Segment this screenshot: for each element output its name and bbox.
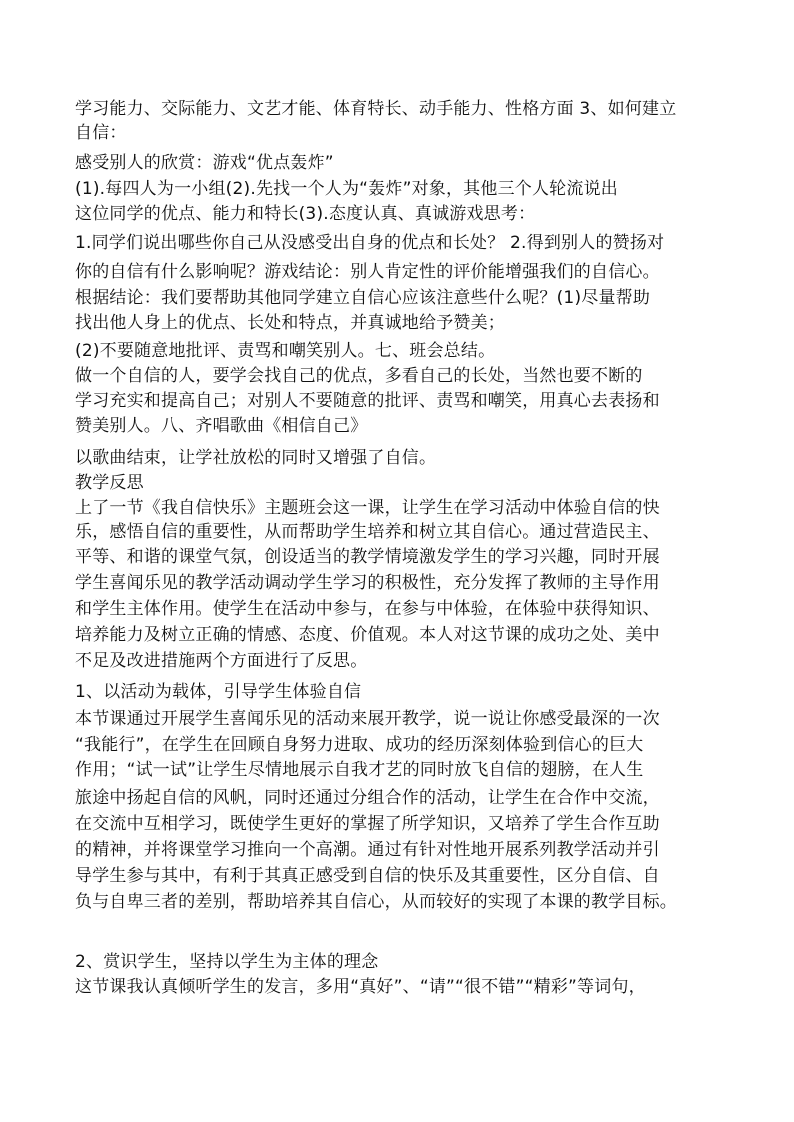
text-line: 学习能力、交际能力、文艺才能、体育特长、动手能力、性格方面 3、如何建立 (75, 99, 677, 119)
text-line: 感受别人的欣赏：游戏“优点轰炸” (75, 153, 334, 173)
subheading: 1、以活动为载体，引导学生体验自信 (75, 682, 362, 702)
text-line: (1).每四人为一小组(2).先找一个人为“轰炸”对象，其他三个人轮流说出 (75, 179, 618, 199)
text-line: 赞美别人。八、齐唱歌曲《相信自己》 (75, 416, 368, 436)
text-line: 的精神，并将课堂学习推向一个高潮。通过有针对性地开展系列教学活动并引 (75, 840, 660, 860)
text-line: 培养能力及树立正确的情感、态度、价值观。本人对这节课的成功之处、美中 (75, 625, 660, 645)
text-line: 上了一节《我自信快乐》主题班会这一课，让学生在学习活动中体验自信的快 (75, 498, 660, 518)
text-line: 旅途中扬起自信的风帆，同时还通过分组合作的活动，让学生在合作中交流， (75, 788, 660, 808)
text-line: 1.同学们说出哪些你自己从没感受出自身的优点和长处？ 2.得到别人的赞扬对 (75, 233, 665, 253)
text-line: 这节课我认真倾听学生的发言，多用“真好”、“请”“很不错”“精彩”等词句， (75, 977, 646, 997)
text-line: 本节课通过开展学生喜闻乐见的活动来展开教学，说一说让你感受最深的一次 (75, 709, 660, 729)
text-line: 和学生主体作用。使学生在活动中参与，在参与中体验，在体验中获得知识、 (75, 599, 660, 619)
text-line: 这位同学的优点、能力和特长(3).态度认真、真诚游戏思考： (75, 204, 536, 224)
text-line: (2)不要随意地批评、责骂和嘲笑别人。七、班会总结。 (75, 341, 496, 361)
text-line: 平等、和谐的课堂气氛，创设适当的教学情境激发学生的学习兴趣，同时开展 (75, 547, 660, 567)
text-line: 负与自卑三者的差别，帮助培养其自信心，从而较好的实现了本课的教学目标。 (75, 892, 677, 912)
text-line: 自信： (75, 123, 127, 143)
text-line: 以歌曲结束，让学社放松的同时又增强了自信。 (75, 448, 437, 468)
text-line: 在交流中互相学习，既使学生更好的掌握了所学知识，又培养了学生合作互助 (75, 814, 660, 834)
text-line: 根据结论：我们要帮助其他同学建立自信心应该注意些什么呢？(1)尽量帮助 (75, 288, 651, 308)
section-heading: 教学反思 (75, 473, 144, 493)
text-line: 找出他人身上的优点、长处和特点，并真诚地给予赞美； (75, 313, 505, 333)
text-line: “我能行”，在学生在回顾自身努力进取、成功的经历深刻体验到信心的巨大 (75, 735, 644, 755)
text-line: 学生喜闻乐见的教学活动调动学生学习的积极性，充分发挥了教师的主导作用 (75, 573, 660, 593)
text-line: 做一个自信的人，要学会找自己的优点，多看自己的长处，当然也要不断的 (75, 366, 643, 386)
text-line: 作用；“试一试”让学生尽情地展示自我才艺的同时放飞自信的翅膀，在人生 (75, 760, 644, 780)
text-line: 你的自信有什么影响呢？游戏结论：别人肯定性的评价能增强我们的自信心。 (75, 262, 660, 282)
text-line: 乐，感悟自信的重要性，从而帮助学生培养和树立其自信心。通过营造民主、 (75, 522, 660, 542)
subheading: 2、赏识学生，坚持以学生为主体的理念 (75, 952, 379, 972)
text-line: 不足及改进措施两个方面进行了反思。 (75, 651, 368, 671)
text-line: 学习充实和提高自己；对别人不要随意的批评、责骂和嘲笑，用真心去表扬和 (75, 391, 660, 411)
text-line: 导学生参与其中，有利于其真正感受到自信的快乐及其重要性，区分自信、自 (75, 866, 660, 886)
